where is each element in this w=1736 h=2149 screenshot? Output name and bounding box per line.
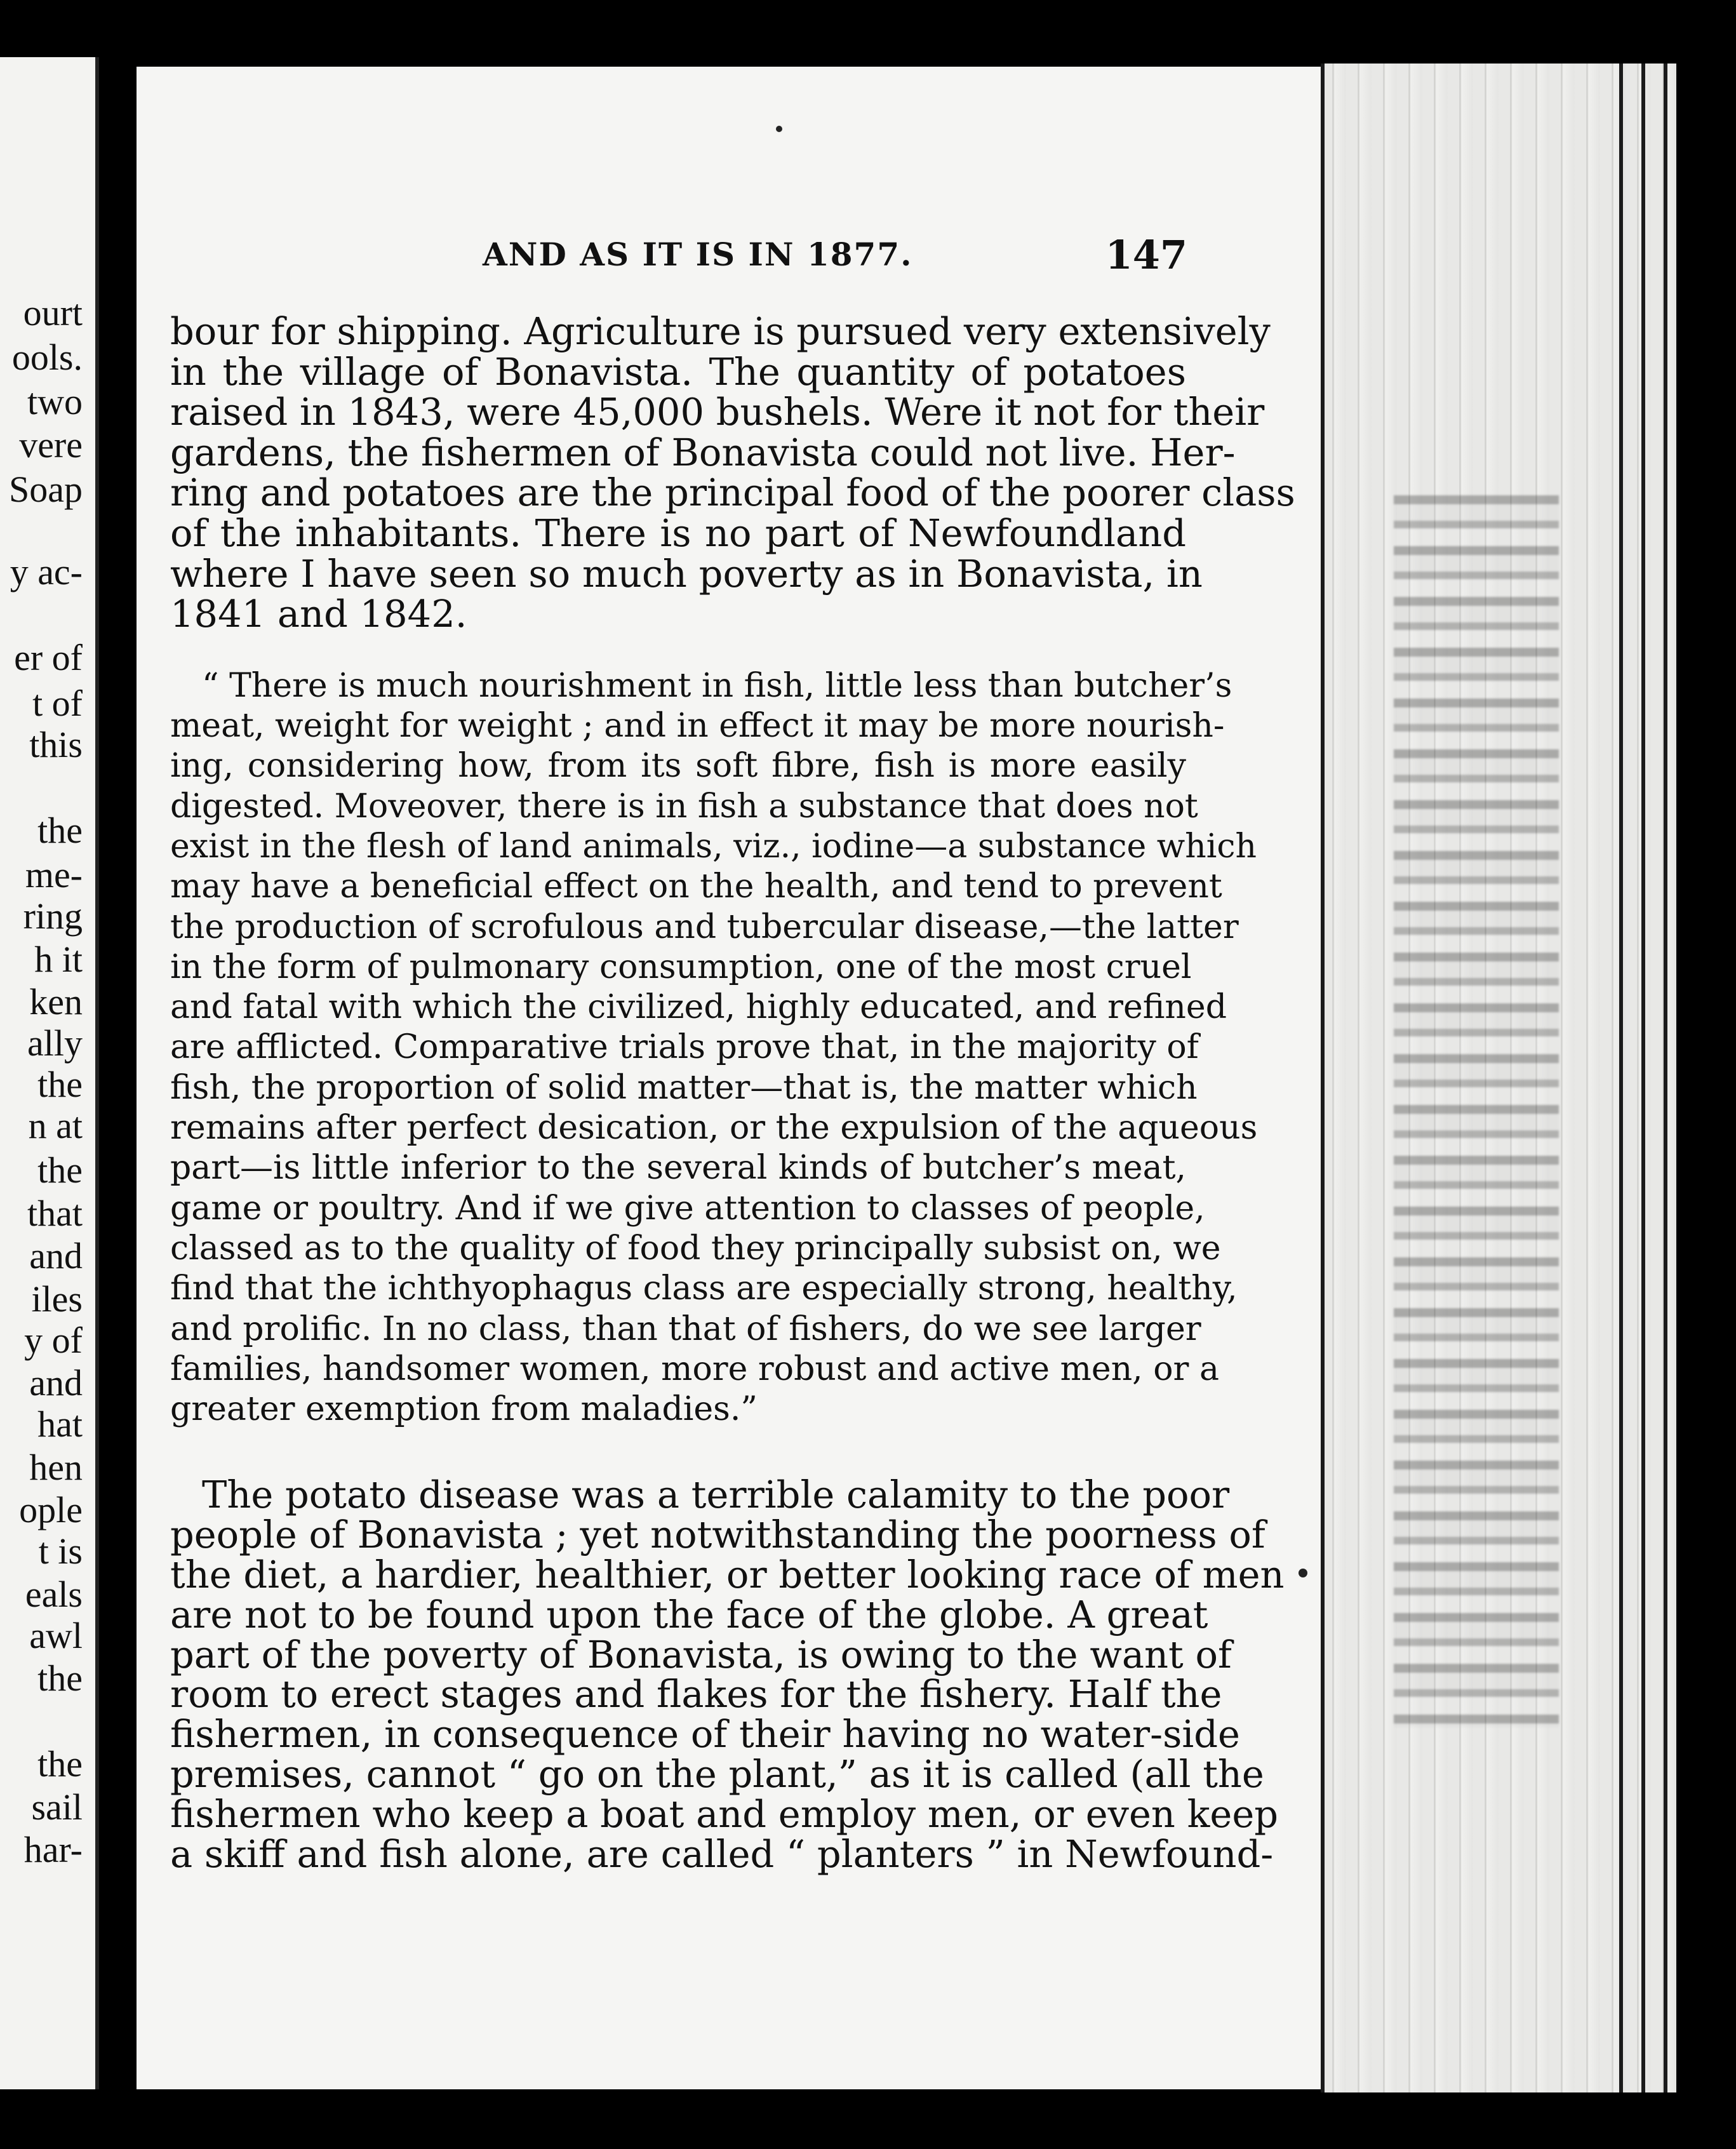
previous-page-fragment: y ac-	[10, 551, 83, 592]
text-line: bour for shipping. Agriculture is pursued very extensively	[170, 309, 1271, 353]
previous-page-fragment: the	[37, 1064, 83, 1105]
paragraph-body	[170, 1473, 1285, 1876]
previous-page-fragment: ring	[23, 895, 83, 937]
running-title: AND AS IT IS IN 1877.	[483, 236, 913, 273]
previous-page-fragment: har-	[23, 1829, 83, 1870]
page-number: 147	[1105, 232, 1187, 278]
text-line: ing, considering how, from its soft fibre, fish is more easily	[170, 747, 1186, 786]
previous-page-fragment: ourt	[23, 292, 83, 333]
text-line: part—is little inferior to the several kinds of butcher’s meat,	[170, 1149, 1186, 1188]
text-line: of the inhabitants. There is no part of Newfoundland	[170, 511, 1186, 555]
text-line: raised in 1843, were 45,000 bushels. Were it not for their	[170, 390, 1265, 434]
previous-page-edge	[0, 57, 99, 2089]
previous-page-fragment: the	[37, 1743, 83, 1784]
text-line: room to erect stages and flakes for the fishery. Half the	[170, 1672, 1222, 1717]
previous-page-fragment: t is	[38, 1530, 83, 1572]
text-line: exist in the flesh of land animals, viz., iodine—a substance which	[170, 827, 1257, 866]
paragraph-body	[170, 309, 1295, 636]
text-line: premises, cannot “ go on the plant,” as it is called (all the	[170, 1751, 1264, 1796]
text-line: gardens, the fishermen of Bonavista could not live. Her-	[170, 430, 1236, 474]
page-edges-stack	[1321, 64, 1676, 2092]
text-line: The potato disease was a terrible calamity to the poor	[202, 1473, 1230, 1517]
text-line: may have a beneficial effect on the health, and tend to prevent	[170, 867, 1222, 906]
previous-page-fragment: y of	[24, 1320, 83, 1361]
text-line: ring and potatoes are the principal food of the poorer class	[170, 471, 1295, 515]
text-line: in the form of pulmonary consumption, one of the most cruel	[170, 947, 1192, 986]
previous-page-fragment: this	[29, 724, 83, 765]
block-quote	[170, 666, 1258, 1430]
text-line: are afflicted. Comparative trials prove that, in the majority of	[170, 1028, 1199, 1067]
text-line: remains after perfect desication, or the expulsion of the aqueous	[170, 1109, 1258, 1148]
text-line: greater exemption from maladies.”	[170, 1390, 758, 1429]
running-head	[343, 232, 1187, 276]
text-line: “ There is much nourishment in fish, little less than butcher’s	[202, 666, 1232, 705]
previous-page-fragment: Soap	[9, 469, 83, 510]
text-line: fish, the proportion of solid matter—that is, the matter which	[170, 1068, 1198, 1107]
text-line: the production of scrofulous and tubercular disease,—the latter	[170, 907, 1239, 946]
text-line: part of the poverty of Bonavista, is owing to the want of	[170, 1632, 1232, 1677]
text-line: 1841 and 1842.	[170, 592, 467, 636]
previous-page-fragment: er of	[14, 637, 83, 678]
previous-page-fragment: that	[27, 1193, 83, 1234]
previous-page-fragment: and	[29, 1362, 83, 1403]
previous-page-fragment: me-	[25, 854, 83, 895]
text-line: are not to be found upon the face of the globe. A great	[170, 1592, 1208, 1637]
text-line: fishermen, in consequence of their having no water-side	[170, 1712, 1240, 1757]
text-line: meat, weight for weight ; and in effect it may be more nourish-	[170, 707, 1225, 746]
previous-page-fragment: awl	[29, 1615, 83, 1656]
text-line: a skiff and fish alone, are called “ planters ” in Newfound-	[170, 1831, 1274, 1876]
previous-page-fragment: t of	[32, 683, 83, 724]
previous-page-fragment: hen	[29, 1447, 83, 1488]
previous-page-fragment: ken	[29, 981, 83, 1022]
text-line: families, handsomer women, more robust and active men, or a	[170, 1349, 1219, 1388]
text-line: game or poultry. And if we give attention to classes of people,	[170, 1189, 1205, 1228]
text-line: digested. Moveover, there is in fish a substance that does not	[170, 787, 1198, 826]
previous-page-fragment: the	[37, 810, 83, 851]
previous-page-fragment: n at	[28, 1105, 83, 1146]
edge-bleed-through	[1394, 495, 1559, 1727]
previous-page-fragment: iles	[31, 1278, 83, 1320]
previous-page-fragment: and	[29, 1235, 83, 1276]
previous-page-fragment: sail	[31, 1786, 83, 1828]
previous-page-fragment: vere	[19, 424, 83, 465]
text-line: the diet, a hardier, healthier, or better looking race of men	[170, 1552, 1285, 1597]
text-line: and fatal with which the civilized, highly educated, and refined	[170, 988, 1227, 1027]
text-line: and prolific. In no class, than that of fishers, do we see larger	[170, 1309, 1201, 1348]
page-text	[170, 309, 1295, 1876]
text-line: classed as to the quality of food they principally subsist on, we	[170, 1229, 1221, 1268]
text-line: where I have seen so much poverty as in Bonavista, in	[170, 551, 1203, 596]
text-line: in the village of Bonavista. The quantity of potatoes	[170, 349, 1186, 394]
text-line: fishermen who keep a boat and employ men, or even keep	[170, 1791, 1279, 1836]
speck-mark	[1299, 1569, 1307, 1577]
previous-page-fragment: the	[37, 1149, 83, 1191]
previous-page-fragment: ople	[19, 1489, 83, 1530]
previous-page-fragment: ools.	[11, 337, 83, 378]
previous-page-fragment: two	[27, 381, 83, 422]
previous-page-fragment: h it	[34, 939, 83, 980]
previous-page-fragment: hat	[37, 1403, 83, 1445]
speck-mark	[776, 126, 782, 132]
previous-page-fragment: ally	[27, 1022, 83, 1064]
text-line: people of Bonavista ; yet notwithstanding the poorness of	[170, 1513, 1265, 1557]
text-line: find that the ichthyophagus class are especially strong, healthy,	[170, 1269, 1238, 1308]
previous-page-fragment: eals	[25, 1574, 83, 1615]
previous-page-fragment: the	[37, 1657, 83, 1699]
